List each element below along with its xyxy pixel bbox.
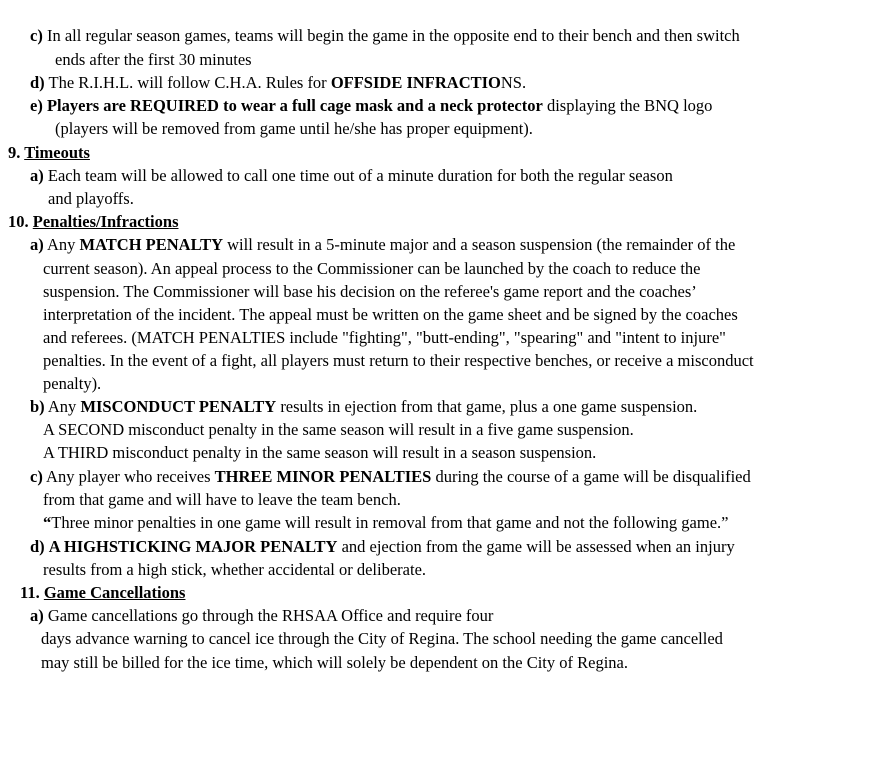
section-10-d-post: and ejection from the game will be assessed when an injury [337, 537, 735, 556]
section-10-heading [8, 212, 179, 232]
item-e-bold: Players are REQUIRED to wear a full cage mask and a neck protector [46, 96, 543, 115]
item-d-pre: The R.I.H.L. will follow C.H.A. Rules for [48, 73, 331, 92]
section-11-a-line2: days advance warning to cancel ice through the City of Regina. The school needing the game cancelled [41, 629, 723, 648]
section-10-c-pre: Any player who receives [46, 467, 215, 486]
section-10-a-line: penalties. In the event of a fight, all players must return to their respective benches, or receive a misconduct [43, 351, 754, 370]
section-9-heading [8, 143, 90, 163]
section-11-title: Game Cancellations [43, 583, 186, 602]
section-10-a-line: current season). An appeal process to the Commissioner can be launched by the coach to reduce the [43, 259, 701, 278]
section-10-d-line1 [30, 537, 735, 557]
item-e-label: e) [30, 96, 43, 115]
section-10-c-line2: from that game and will have to leave the team bench. [43, 490, 401, 509]
section-10-c-line1 [30, 467, 751, 487]
section-10-d-bold: A HIGHSTICKING MAJOR PENALTY [48, 537, 338, 556]
item-d-bold: OFFSIDE INFRACTIO [330, 73, 501, 92]
item-c-line2: ends after the first 30 minutes [55, 50, 252, 69]
section-9-title: Timeouts [24, 143, 90, 162]
section-9-a-text: Each team will be allowed to call one time out of a minute duration for both the regular season [47, 166, 673, 185]
section-10-b-line3: A THIRD misconduct penalty in the same season will result in a season suspension. [43, 443, 597, 462]
section-10-c-line3 [43, 513, 728, 533]
section-10-a-post: will result in a 5-minute major and a season suspension (the remainder of the [223, 235, 736, 254]
section-10-d-label: d) [30, 537, 45, 556]
section-10-a-bold: MATCH PENALTY [79, 235, 223, 254]
item-e-post: displaying the BNQ logo [542, 96, 713, 115]
section-11-a-text: Game cancellations go through the RHSAA Office and require four [47, 606, 494, 625]
item-c-line1 [30, 26, 740, 46]
section-10-c-post: during the course of a game will be disqualified [431, 467, 751, 486]
section-10-a-line: penalty). [43, 374, 102, 393]
item-e-line2: (players will be removed from game until he/she has proper equipment). [55, 119, 533, 138]
section-10-a-line1 [30, 235, 735, 255]
item-c-label: c) [30, 26, 43, 45]
section-10-a-pre: Any [46, 235, 80, 254]
section-10-d-line2: results from a high stick, whether accidental or deliberate. [43, 560, 427, 579]
section-9-a-line2: and playoffs. [48, 189, 134, 208]
item-c-text: In all regular season games, teams will begin the game in the opposite end to their bench and then switch [46, 26, 740, 45]
section-9-a-label: a) [30, 166, 44, 185]
section-10-b-line2: A SECOND misconduct penalty in the same season will result in a five game suspension. [43, 420, 634, 439]
section-10-b-post: results in ejection from that game, plus a one game suspension. [276, 397, 698, 416]
section-10-b-bold: MISCONDUCT PENALTY [80, 397, 277, 416]
section-9-a-line1 [30, 166, 673, 186]
section-10-a-line: and referees. (MATCH PENALTIES include "fighting", "butt-ending", "spearing" and "intent to injure" [43, 328, 726, 347]
item-d-line1 [30, 73, 526, 93]
section-11-heading [20, 583, 185, 603]
section-10-c-quote-text: Three minor penalties in one game will result in removal from that game and not the following game.” [51, 513, 729, 532]
section-11-a-line1 [30, 606, 493, 626]
section-9-number: 9. [8, 143, 21, 162]
section-10-a-line: suspension. The Commissioner will base his decision on the referee's game report and the coaches’ [43, 282, 697, 301]
section-11-a-line3: may still be billed for the ice time, which will solely be dependent on the City of Regina. [41, 653, 628, 672]
section-10-c-open-quote: “ [43, 513, 52, 532]
section-11-number: 11. [20, 583, 40, 602]
section-10-c-label: c) [30, 467, 43, 486]
item-e-line1 [30, 96, 712, 116]
item-d-post: NS. [500, 73, 527, 92]
item-d-label: d) [30, 73, 45, 92]
section-10-a-label: a) [30, 235, 44, 254]
section-10-b-label: b) [30, 397, 45, 416]
section-10-number: 10. [8, 212, 29, 231]
section-10-title: Penalties/Infractions [32, 212, 179, 231]
section-11-a-label: a) [30, 606, 44, 625]
section-10-a-line: interpretation of the incident. The appeal must be written on the game sheet and be signed by the coaches [43, 305, 738, 324]
section-10-b-pre: Any [47, 397, 81, 416]
section-10-b-line1 [30, 397, 697, 417]
section-10-c-bold: THREE MINOR PENALTIES [214, 467, 432, 486]
